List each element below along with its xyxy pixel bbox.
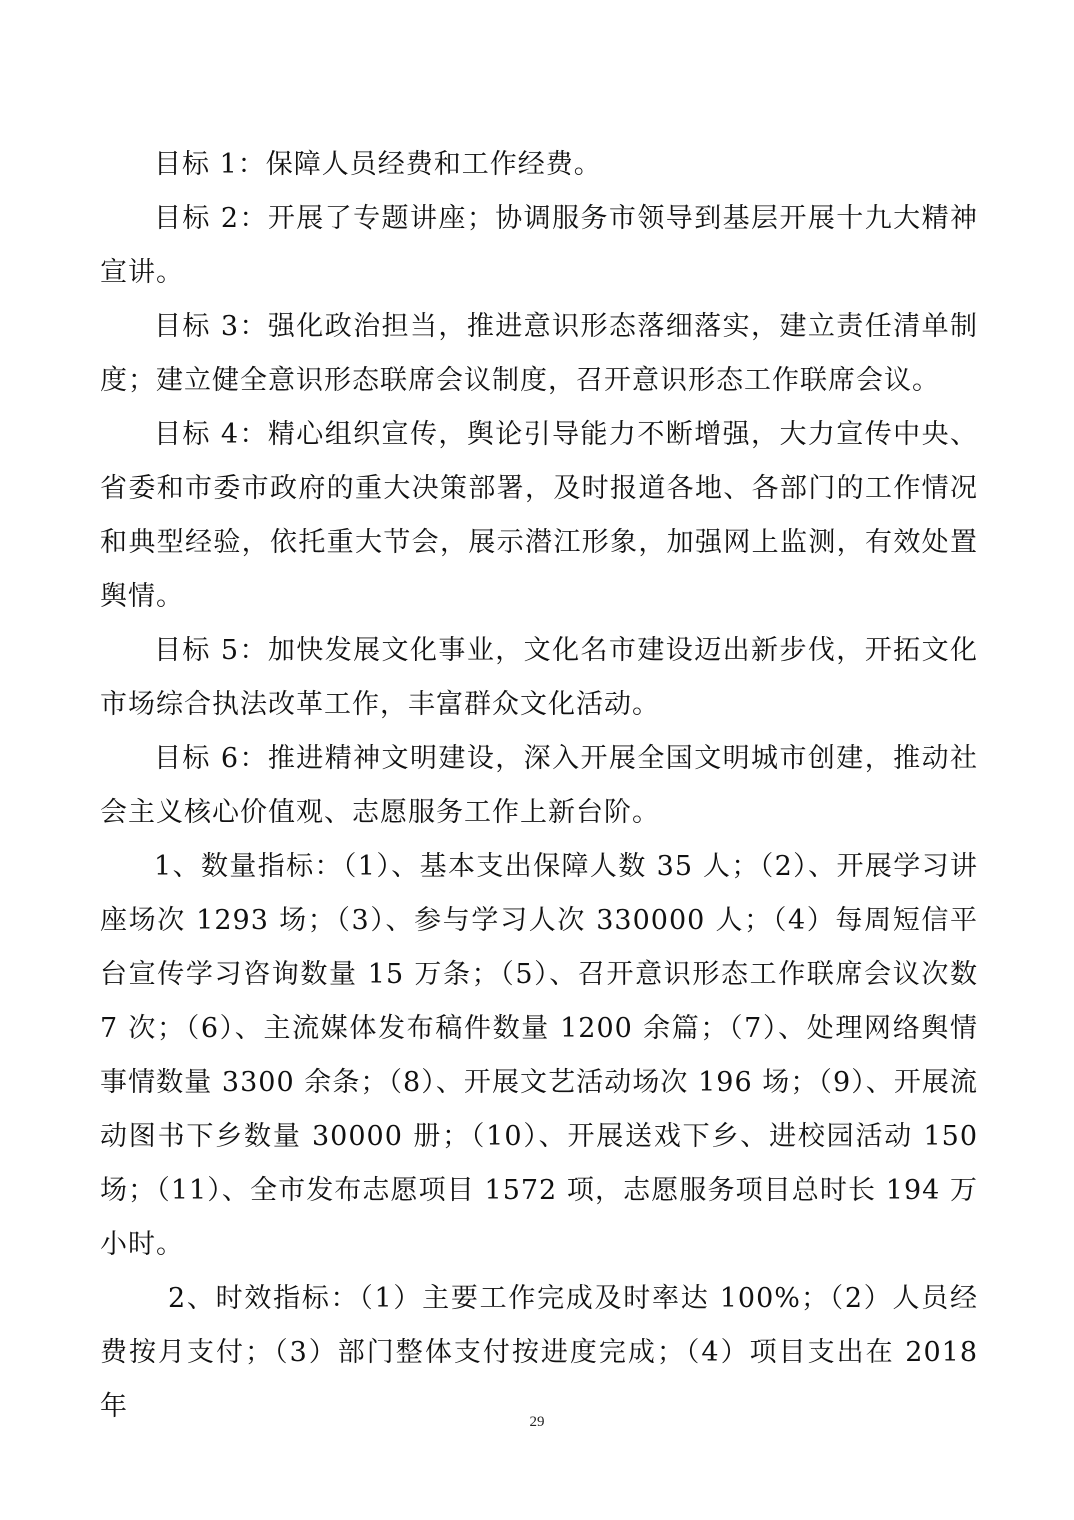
page-number: 29 <box>529 1414 545 1430</box>
paragraph-goal-3: 目标 3：强化政治担当，推进意识形态落细落实，建立责任清单制度；建立健全意识形态联席会议制度，召开意识形态工作联席会议。 <box>100 311 978 396</box>
document-body <box>100 138 978 1434</box>
paragraph-quantity-indicators: 1、数量指标：（1）、基本支出保障人数 35 人；（2）、开展学习讲座场次 1293 场；（3）、参与学习人次 330000 人；（4）每周短信平台宣传学习咨询数量 15 万条；（5）、召开意识形态工作联席会议次数 7 次；（6）、主流媒体发布稿件数量 1200 余篇；（7）、处理网络舆情事情数量 3300 余条；（8）、开展文艺活动场次 196 场；（9）、开展流动图书下乡数量 30000 册；（10）、开展送戏下乡、进校园活动 150 场；（11）、全市发布志愿项目 1572 项，志愿服务项目总时长 194 万小时。 <box>100 851 978 1260</box>
paragraph-goal-6: 目标 6：推进精神文明建设，深入开展全国文明城市创建，推动社会主义核心价值观、志愿服务工作上新台阶。 <box>100 743 978 828</box>
paragraph-goal-2: 目标 2：开展了专题讲座；协调服务市领导到基层开展十九大精神宣讲。 <box>100 203 978 288</box>
paragraph-goal-4: 目标 4：精心组织宣传，舆论引导能力不断增强，大力宣传中央、省委和市委市政府的重大决策部署，及时报道各地、各部门的工作情况和典型经验，依托重大节会，展示潜江形象，加强网上监测，有效处置舆情。 <box>100 419 978 612</box>
paragraph-timeliness-indicators: 2、时效指标：（1）主要工作完成及时率达 100%；（2）人员经费按月支付；（3）部门整体支付按进度完成；（4）项目支出在 2018 年 <box>100 1283 978 1422</box>
paragraph-goal-5: 目标 5：加快发展文化事业，文化名市建设迈出新步伐，开拓文化市场综合执法改革工作，丰富群众文化活动。 <box>100 635 978 720</box>
paragraph-goal-1: 目标 1：保障人员经费和工作经费。 <box>154 149 602 180</box>
